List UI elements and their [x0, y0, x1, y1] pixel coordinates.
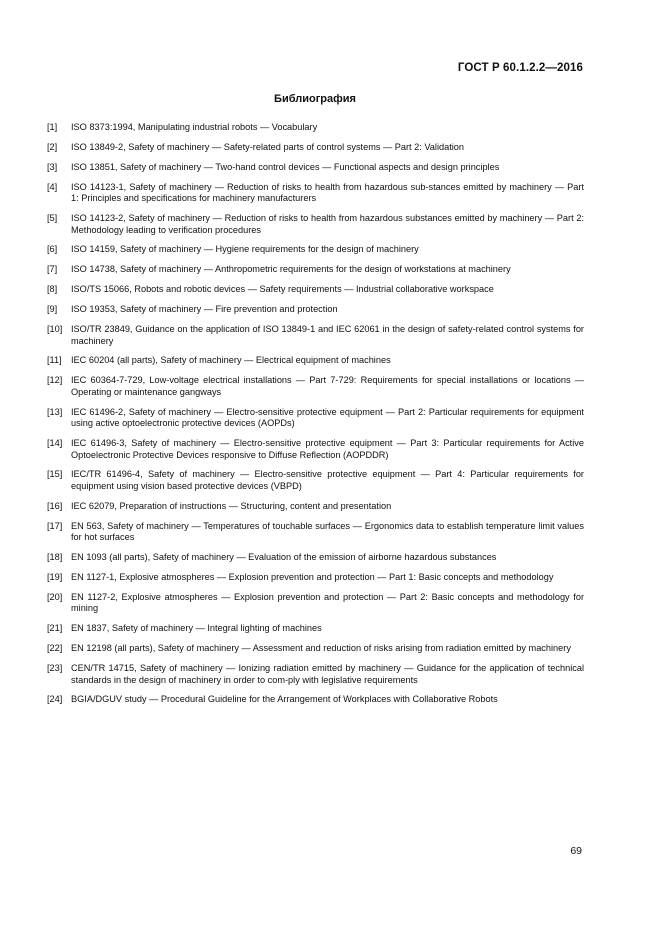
reference-number: [14]: [47, 438, 63, 449]
reference-number: [20]: [47, 591, 63, 602]
reference-number: [4]: [47, 181, 58, 192]
reference-number: [19]: [47, 572, 63, 583]
list-item: [47, 552, 584, 564]
list-item: [47, 469, 584, 492]
reference-text: ISO 14738, Safety of machinery — Anthropometric requirements for the design of workstations at machinery: [71, 264, 511, 275]
bibliography-list: [47, 122, 584, 714]
list-item: [47, 643, 584, 655]
reference-number: [7]: [47, 264, 58, 275]
list-item: [47, 572, 584, 584]
reference-number: [2]: [47, 141, 58, 152]
reference-number: [22]: [47, 643, 63, 654]
reference-number: [17]: [47, 520, 63, 531]
reference-text: EN 1127-1, Explosive atmospheres — Explosion prevention and protection — Part 1: Basic concepts and methodology: [71, 572, 554, 583]
reference-number: [24]: [47, 694, 63, 705]
page-number: 69: [570, 845, 582, 857]
reference-text: ISO 13849-2, Safety of machinery — Safety-related parts of control systems — Part 2: Validation: [71, 141, 465, 152]
list-item: [47, 122, 584, 134]
reference-number: [23]: [47, 663, 63, 674]
list-item: [47, 375, 584, 398]
reference-text: BGIA/DGUV study — Procedural Guideline for the Arrangement of Workplaces with Collaborative Robots: [71, 694, 498, 705]
list-item: [47, 142, 584, 154]
list-item: [47, 521, 584, 544]
reference-text: EN 563, Safety of machinery — Temperatures of touchable surfaces — Ergonomics data to establish temperature limit values for hot surfaces: [71, 520, 584, 543]
reference-number: [13]: [47, 406, 63, 417]
reference-number: [11]: [47, 355, 62, 366]
reference-text: ISO 14123-1, Safety of machinery — Reduction of risks to health from hazardous sub-stances emitted by machinery — Part 1: Principles and specifications for machinery manufacturers: [71, 181, 584, 204]
reference-text: IEC/TR 61496-4, Safety of machinery — Electro-sensitive protective equipment — Part 4: Particular requirements for equipment using vision based protective devices (VBPD): [71, 469, 584, 491]
reference-number: [18]: [47, 552, 63, 563]
reference-text: EN 1127-2, Explosive atmospheres — Explosion prevention and protection — Part 2: Basic concepts and methodology for mining: [71, 591, 584, 614]
list-item: [47, 501, 584, 513]
list-item: [47, 244, 584, 256]
reference-text: ISO 14159, Safety of machinery — Hygiene requirements for the design of machinery: [71, 244, 419, 255]
reference-text: IEC 62079, Preparation of instructions — Structuring, content and presentation: [71, 500, 392, 511]
reference-number: [9]: [47, 304, 58, 315]
list-item: [47, 355, 584, 367]
reference-number: [15]: [47, 469, 63, 480]
list-item: [47, 663, 584, 686]
reference-number: [5]: [47, 213, 58, 224]
list-item: [47, 592, 584, 615]
reference-number: [12]: [47, 375, 63, 386]
reference-number: [10]: [47, 324, 63, 335]
reference-number: [8]: [47, 284, 58, 295]
reference-text: EN 1837, Safety of machinery — Integral lighting of machines: [71, 623, 322, 634]
list-item: [47, 162, 584, 174]
document-code: ГОСТ Р 60.1.2.2—2016: [457, 62, 583, 74]
reference-number: [3]: [47, 161, 58, 172]
reference-number: [6]: [47, 244, 58, 255]
reference-text: EN 1093 (all parts), Safety of machinery — Evaluation of the emission of airborne hazardous substances: [71, 552, 497, 563]
reference-text: ISO 14123-2, Safety of machinery — Reduction of risks to health from hazardous substances emitted by machinery — Part 2: Methodology leading to verification procedures: [71, 213, 584, 235]
reference-text: EN 12198 (all parts), Safety of machinery — Assessment and reduction of risks arising from radiation emitted by machinery: [71, 643, 571, 654]
reference-text: ISO 13851, Safety of machinery — Two-hand control devices — Functional aspects and design principles: [71, 161, 500, 172]
list-item: [47, 264, 584, 276]
reference-text: IEC 60364-7-729, Low-voltage electrical installations — Part 7-729: Requirements for special installations or locations — Operating or maintenance gangways: [71, 375, 584, 397]
reference-text: ISO 8373:1994, Manipulating industrial robots — Vocabulary: [71, 122, 318, 132]
list-item: [47, 407, 584, 430]
list-item: [47, 304, 584, 316]
reference-text: IEC 61496-2, Safety of machinery — Electro-sensitive protective equipment — Part 2: Particular requirements for equipment using active optoelectronic protective devices (AOPDs): [71, 406, 584, 429]
reference-number: [1]: [47, 122, 58, 132]
list-item: [47, 324, 584, 347]
list-item: [47, 623, 584, 635]
reference-number: [16]: [47, 500, 63, 511]
list-item: [47, 182, 584, 205]
list-item: [47, 284, 584, 296]
reference-text: ISO/TR 23849, Guidance on the application of ISO 13849-1 and IEC 62061 in the design of safety-related control systems for machinery: [71, 324, 584, 346]
reference-text: CEN/TR 14715, Safety of machinery — Ionizing radiation emitted by machinery — Guidance for the application of technical standards in the design of machinery in order to com-ply with legislative requirements: [71, 663, 584, 685]
reference-text: IEC 61496-3, Safety of machinery — Electro-sensitive protective equipment — Part 3: Particular requirements for Active Optoelectronic Protective Devices responsive to Diffuse Reflection (AOPDDR): [71, 438, 584, 460]
list-item: [47, 438, 584, 461]
page-title: Библиография: [274, 93, 356, 105]
reference-text: ISO/TS 15066, Robots and robotic devices — Safety requirements — Industrial collaborative workspace: [71, 284, 494, 295]
list-item: [47, 694, 584, 706]
reference-number: [21]: [47, 623, 63, 634]
reference-text: ISO 19353, Safety of machinery — Fire prevention and protection: [71, 304, 338, 315]
list-item: [47, 213, 584, 236]
reference-text: IEC 60204 (all parts), Safety of machinery — Electrical equipment of machines: [71, 355, 391, 366]
